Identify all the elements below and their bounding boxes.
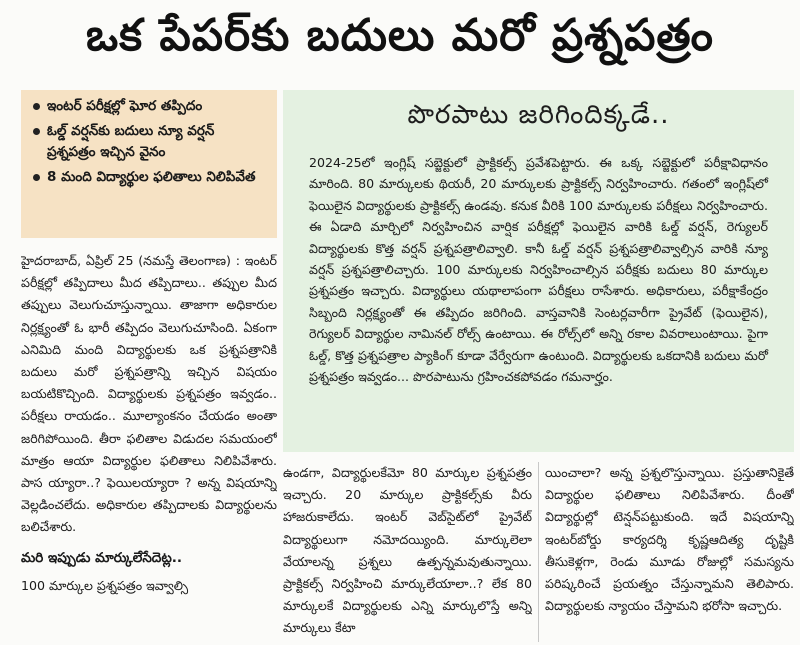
highlights-list: [31, 96, 267, 188]
section-subhead: మరి ఇప్పుడు మార్కులేసేదెట్ల..: [21, 549, 183, 566]
middle-column: ఉండగా, విద్యార్థులకేమో 80 మార్కుల ప్రశ్నపత్రం ఇచ్చారు. 20 మార్కుల ప్రాక్టికల్స్‌కు వీరు హాజరుకాలేదు. ఇంటర్ వెబ్‌సైట్‌లో ప్రైవేట్ విద్యార్థులుగా నమోదయ్యింది. మార్కులెలా వేయాలన్న ప్రశ్నలు ఉత్పన్నమవుతున్నాయి. ప్రాక్టికల్స్ నిర్వహించి మార్కులేయాలా..? లేక 80 మార్కులకే విద్యార్థులకు ఎన్ని మార్కులొస్తే అన్ని మార్కులు కేటా: [283, 465, 532, 636]
explainer-box: [283, 90, 794, 452]
headline: ఒక పేపర్‌కు బదులు మరో ప్రశ్నపత్రం: [86, 10, 714, 61]
highlight-item: 8 మంది విద్యార్థుల ఫలితాలు నిలిపివేత: [31, 167, 267, 188]
highlight-item: ఇంటర్ పరీక్షల్లో ఘోర తప్పిదం: [31, 96, 267, 117]
explainer-title: పొరపాటు జరిగిందిక్కడే..: [407, 100, 670, 130]
article-continuation: 100 మార్కుల ప్రశ్నపత్రం ఇవ్వాల్సి: [21, 577, 189, 593]
highlights-box: [21, 90, 277, 238]
column-divider: [538, 462, 539, 642]
explainer-body: 2024-25లో ఇంగ్లిష్ సబ్జెక్టులో ప్రాక్టికల్స్ ప్రవేశపెట్టారు. ఈ ఒక్క సబ్జెక్టులో పరీక్షావిధానం మారింది. 80 మార్కులకు థియరీ, 20 మార్కులకు ప్రాక్టికల్స్ నిర్వహించారు. గతంలో ఇంగ్లిష్‌లో ఫెయిలైన విద్యార్థులకు ప్రాక్టికల్స్ ఉండవు. కనుక వీరికి 100 మార్కులకు పరీక్షలు నిర్వహించారు. ఈ ఏడాది మార్చిలో నిర్వహించిన వార్షిక పరీక్షల్లో ఫెయిలైన వారికి ఓల్డ్ వర్షన్, రెగ్యులర్ విద్యార్థులకు కొత్త వర్షన్ ప్రశ్నపత్రాలివ్వాలి. కానీ ఓల్డ్ వర్షన్ ప్రశ్నపత్రాలివ్వాల్సిన వారికి న్యూ వర్షన్ ప్రశ్నపత్రాలిచ్చారు. 100 మార్కులకు నిర్వహించాల్సిన పరీక్షకు బదులు 80 మార్కుల ప్రశ్నపత్రం ఇచ్చారు. విద్యార్థులు యథాలాపంగా పరీక్షలు రాసేశారు. అధికారులు, పరీక్షాకేంద్రం సిబ్బంది నిర్లక్ష్యంతో ఈ తప్పిదం జరిగింది. వాస్తవానికి సెంటర్లవారీగా ప్రైవేట్ (ఫెయిలైన), రెగ్యులర్ విద్యార్థుల నామినల్ రోల్స్ ఉంటాయి. ఈ రోల్స్‌లో అన్ని రకాల వివరాలుంటాయి. పైగా ఓల్డ్, కొత్త ప్రశ్నపత్రాల ప్యాకింగ్ కూడా వేర్వేరుగా ఉంటుంది. విద్యార్థులకు ఒకదానికి బదులు మరో ప్రశ్నపత్రం ఇవ్వడం... పొరపాటును గ్రహించకపోవడం గమనార్హం.: [309, 155, 768, 385]
left-column: [21, 250, 277, 645]
article-lead: హైదరాబాద్, ఏప్రిల్ 25 (నమస్తే తెలంగాణ) : ఇంటర్ పరీక్షల్లో తప్పిదాలు మీద తప్పిదాలు.. తప్పుల మీద తప్పులు వెలుగుచూస్తున్నాయి. తాజాగా అధికారుల నిర్లక్ష్యంతో ఓ భారీ తప్పిదం వెలుగుచూసింది. ఏకంగా ఎనిమిది మంది విద్యార్థులకు ఒక ప్రశ్నపత్రానికి బదులు మరో ప్రశ్నపత్రాన్ని ఇచ్చిన విషయం బయటికొచ్చింది. విద్యార్థులకు ప్రశ్నపత్రం ఇవ్వడం.. పరీక్షలు రాయడం.. మూల్యాంకనం చేయడం అంతా జరిగిపోయింది. తీరా ఫలితాల విడుదల సమయంలో మాత్రం ఆయా విద్యార్థుల ఫలితాలు నిలిపివేశారు. పాస య్యారా..? ఫెయిలయ్యారా ? అన్న విషయాన్ని వెల్లడించలేదు. అధికారుల తప్పిదాలకు విద్యార్థులను బలిచేశారు.: [21, 253, 277, 535]
highlight-item: ఓల్డ్ వర్షన్‌కు బదులు న్యూ వర్షన్ ప్రశ్నపత్రం ఇచ్చిన వైనం: [31, 121, 267, 163]
right-column: యించాలా? అన్న ప్రశ్నలొస్తున్నాయి. ప్రస్తుతానికైతే విద్యార్థుల ఫలితాలు నిలిపివేశారు. దీంతో విద్యార్థుల్లో టెన్షన్‌పట్టుకుంది. ఇదే విషయాన్ని ఇంటర్‌బోర్డు కార్యదర్శి కృష్ణఆదిత్య దృష్టికి తీసుకెళ్లగా, రెండు మూడు రోజుల్లో సమస్యను పరిష్కరించే ప్రయత్నం చేస్తున్నామని తెలిపారు. విద్యార్థులకు న్యాయం చేస్తామని భరోసా ఇచ్చారు.: [545, 465, 794, 614]
